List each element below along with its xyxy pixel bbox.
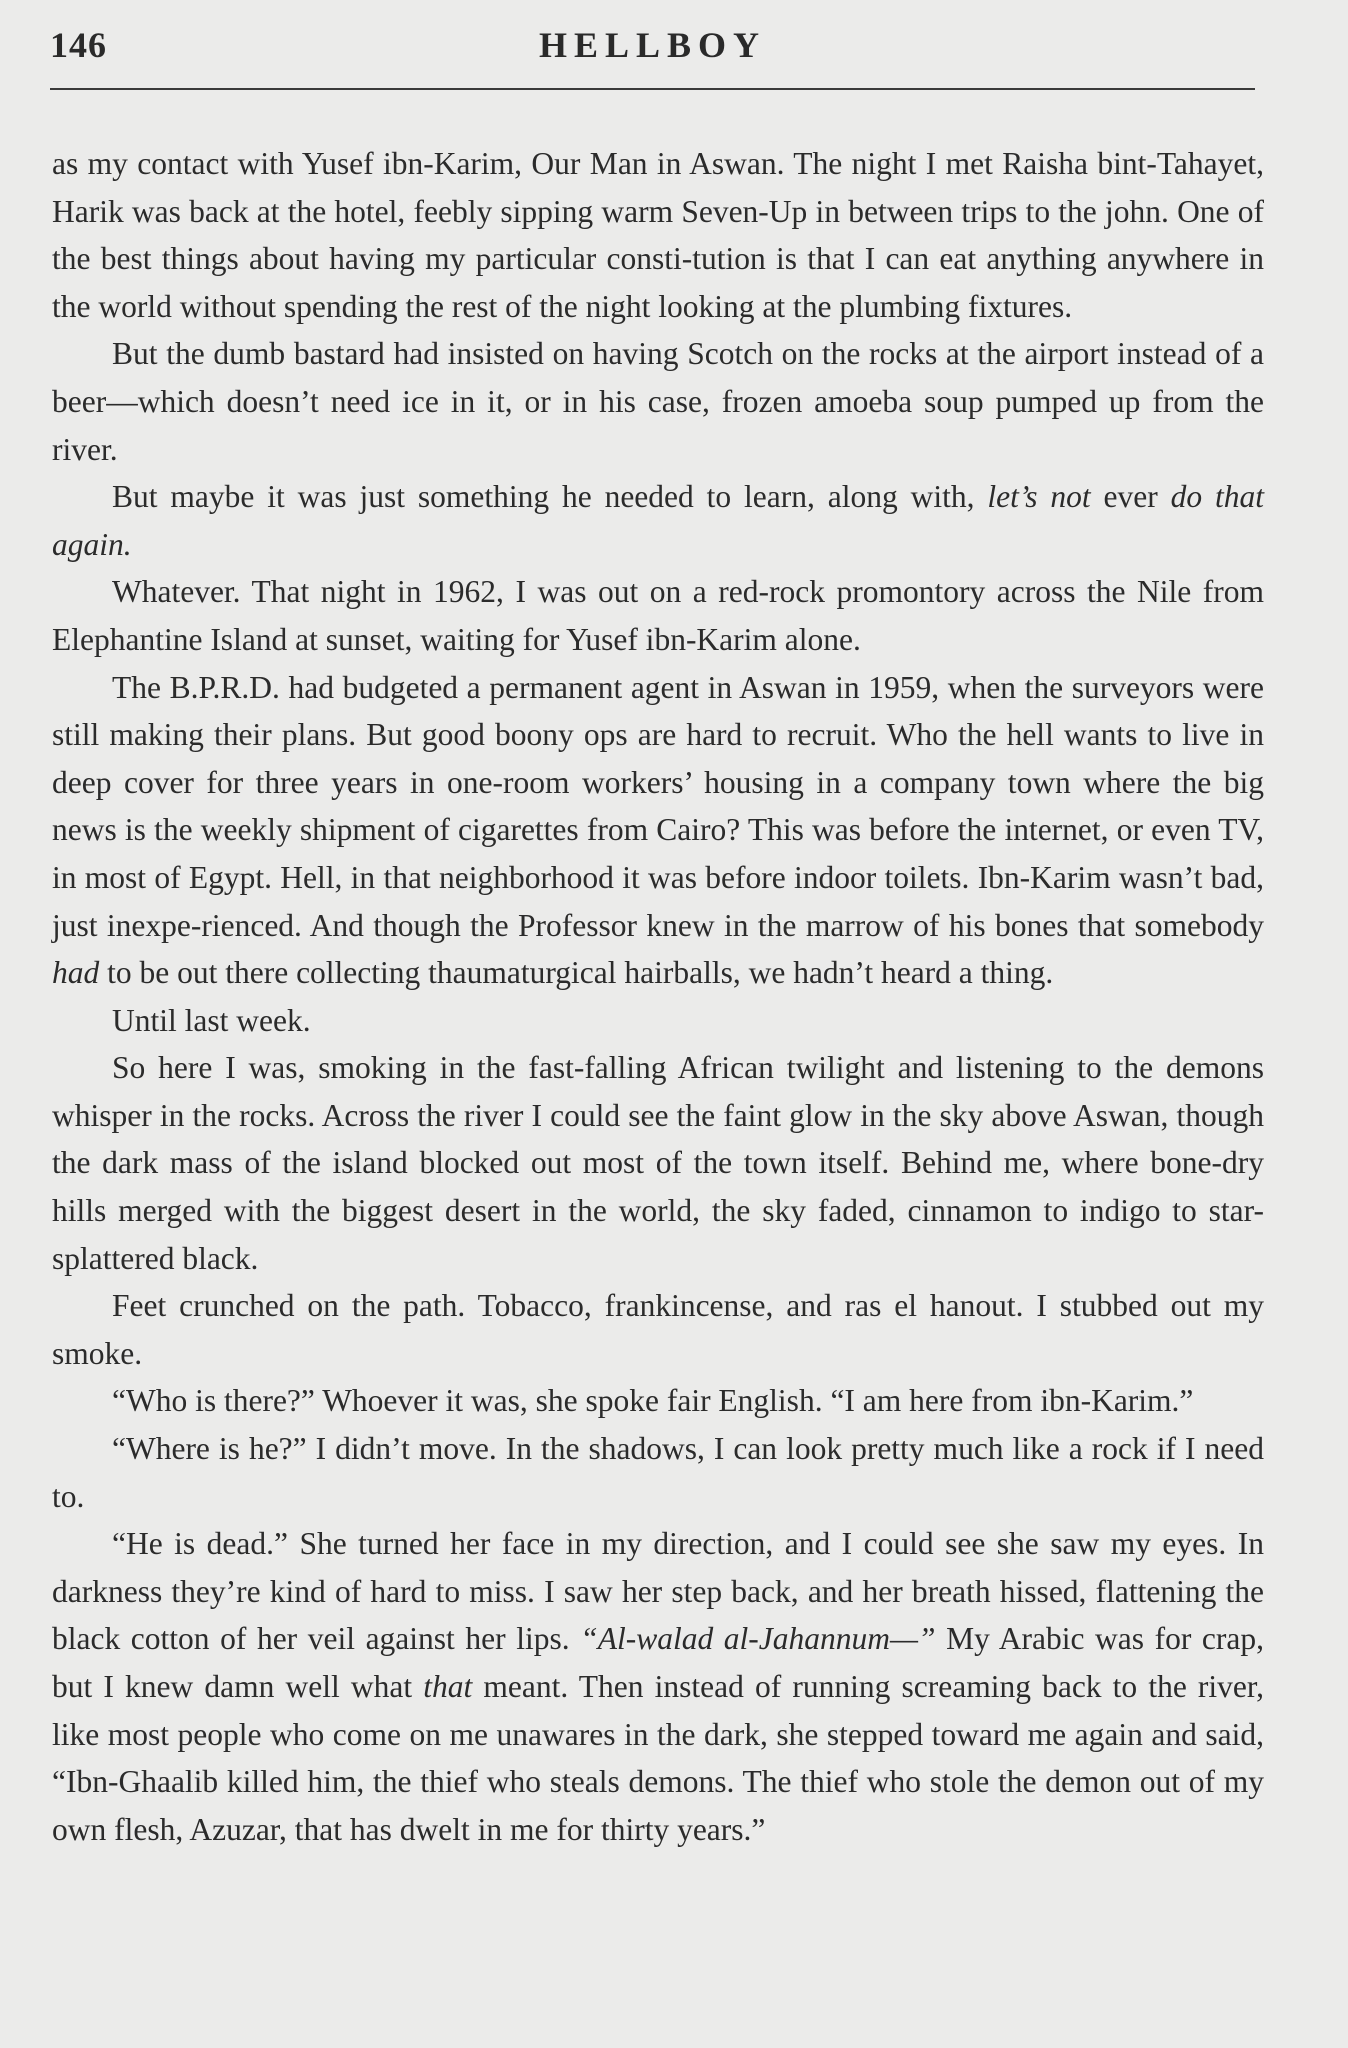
text-run: So here I was, smoking in the fast-falling African twilight and listening to the demons whisper in the rocks. Across the river I could see the faint glow in the sky above Aswan, though the dark mass of the island blocked out most of the town itself. Behind me, where bone-dry hills merged with the biggest desert in the world, the sky faded, cinnamon to indigo to star-splattered black. [52, 1050, 1264, 1276]
paragraph [52, 1377, 1264, 1425]
text-run: ever [1090, 479, 1171, 515]
text-run: to be out there collecting thaumaturgical hairballs, we hadn’t heard a thing. [99, 955, 1054, 991]
paragraph [52, 997, 1264, 1045]
text-run: meant. Then instead of running screaming back to the river, like most people who come on me unawares in the dark, she stepped toward me again and said, “Ibn-Ghaalib killed him, the thief who steals demons. The thief who stole the demon out of my own flesh, Azuzar, that has dwelt in me for thirty years.” [52, 1669, 1265, 1847]
paragraph [52, 1520, 1264, 1853]
page-number: 146 [50, 25, 107, 65]
body-text [52, 140, 1264, 1853]
paragraph [52, 1282, 1264, 1377]
text-run: Feet crunched on the path. Tobacco, frankincense, and ras el hanout. I stubbed out my smoke. [52, 1288, 1264, 1371]
paragraph [52, 664, 1264, 997]
text-run: Whatever. That night in 1962, I was out on a red-rock promontory across the Nile from Elephantine Island at sunset, waiting for Yusef ibn-Karim alone. [52, 574, 1264, 657]
italic-text: that [423, 1669, 473, 1704]
text-run: But the dumb bastard had insisted on having Scotch on the rocks at the airport instead of a beer—which doesn’t need ice in it, or in his case, frozen amoeba soup pumped up from the river. [52, 336, 1264, 467]
italic-text: let’s not [987, 479, 1091, 515]
italic-text: “Al-walad al-Jahannum—” [580, 1621, 936, 1657]
paragraph [52, 330, 1264, 473]
text-run: “He is dead.” She turned her face in my direction, and I could see she saw my eyes. In darkness they’re kind of hard to miss. I saw her step back, and her breath hissed, flattening the black cotton of her veil against her lips. [52, 1526, 1264, 1657]
text-run: “Who is there?” Whoever it was, she spoke fair English. “I am here from ibn-Karim.” [112, 1383, 1194, 1419]
running-head [50, 18, 1255, 90]
italic-text: had [52, 955, 100, 991]
text-run: The B.P.R.D. had budgeted a permanent agent in Aswan in 1959, when the surveyors were still making their plans. But good boony ops are hard to recruit. Who the hell wants to live in deep cover for three years in one-room workers’ housing in a company town where the big news is the weekly shipment of cigarettes from Cairo? This was before the internet, or even TV, in most of Egypt. Hell, in that neighborhood it was before indoor toilets. Ibn-Karim wasn’t bad, just inexpe-rienced. And though the Professor knew in the marrow of his bones that somebody [52, 669, 1264, 943]
text-run: as my contact with Yusef ibn-Karim, Our Man in Aswan. The night I met Raisha bint-Tahayet, Harik was back at the hotel, feebly sipping warm Seven-Up in between trips to the john. One of the best things about having my particular consti-tution is that I can eat anything anywhere in the world without spending the rest of the night looking at the plumbing fixtures. [52, 146, 1264, 324]
paragraph [52, 473, 1264, 568]
italic-text: do that again. [52, 479, 1264, 562]
text-run: My Arabic was for crap, but I knew damn well what [52, 1621, 1264, 1704]
paragraph [52, 1044, 1264, 1282]
paragraph [52, 140, 1264, 330]
book-title: HELLBOY [538, 25, 767, 65]
text-run: But maybe it was just something he needed to learn, along with, [112, 479, 988, 515]
paragraph [52, 568, 1264, 663]
text-run: Until last week. [112, 1002, 311, 1038]
paragraph [52, 1425, 1264, 1520]
text-run: “Where is he?” I didn’t move. In the shadows, I can look pretty much like a rock if I need to. [52, 1431, 1264, 1514]
